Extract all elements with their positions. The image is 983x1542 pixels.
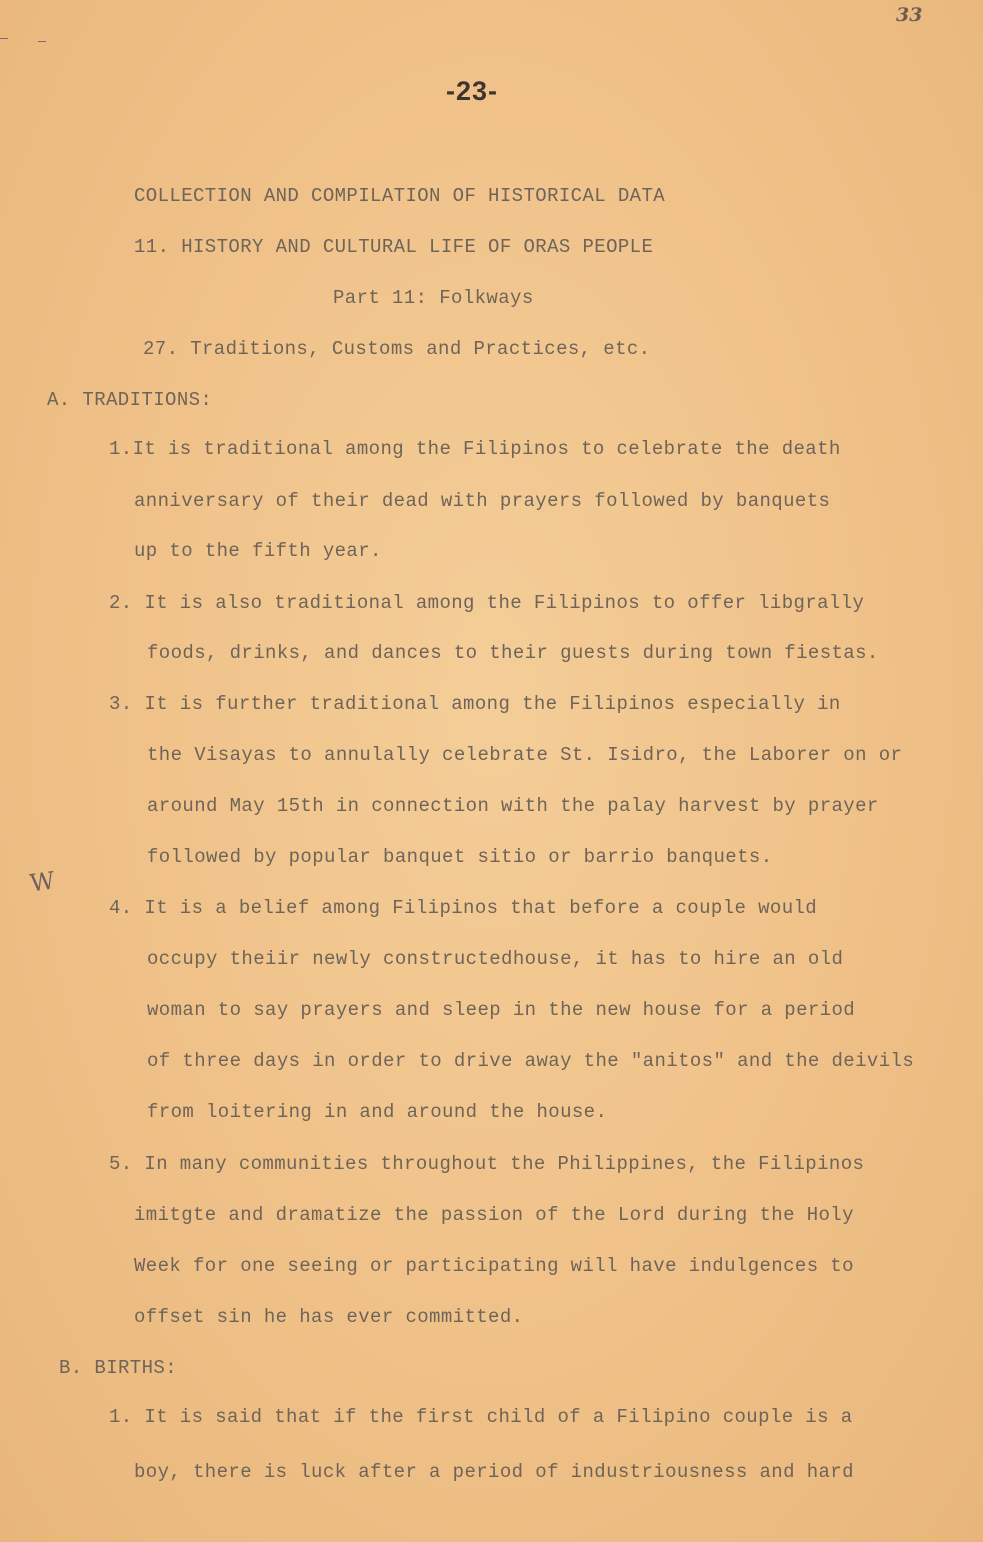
paragraph-line: occupy theiir newly constructedhouse, it has to hire an old (147, 948, 844, 970)
edge-mark (38, 41, 46, 42)
paragraph-line: around May 15th in connection with the palay harvest by prayer (147, 795, 879, 817)
page-number: -23- (446, 76, 499, 106)
paragraph-line: 5. In many communities throughout the Philippines, the Filipinos (109, 1153, 865, 1175)
paragraph-line: foods, drinks, and dances to their guests during town fiestas. (147, 642, 879, 664)
section-b-title: B. BIRTHS: (59, 1357, 178, 1379)
paragraph-line: followed by popular banquet sitio or barrio banquets. (147, 846, 773, 868)
paragraph-line: up to the fifth year. (134, 540, 382, 562)
paragraph-line: Week for one seeing or participating will have indulgences to (134, 1255, 854, 1277)
paragraph-line: anniversary of their dead with prayers followed by banquets (134, 490, 831, 512)
section-a-title: A. TRADITIONS: (47, 389, 213, 411)
paragraph-line: 2. It is also traditional among the Filipinos to offer libgrally (109, 592, 865, 614)
heading-line-2: 11. HISTORY AND CULTURAL LIFE OF ORAS PEOPLE (134, 236, 654, 258)
paragraph-line: the Visayas to annulally celebrate St. Isidro, the Laborer on or (147, 744, 903, 766)
paragraph-line: 3. It is further traditional among the Filipinos especially in (109, 693, 841, 715)
heading-topic: 27. Traditions, Customs and Practices, etc. (143, 338, 651, 360)
edge-mark (0, 38, 8, 39)
paragraph-line: of three days in order to drive away the "anitos" and the deivils (147, 1050, 915, 1072)
paragraph-line: 1. It is said that if the first child of a Filipino couple is a (109, 1406, 853, 1428)
heading-line-1: COLLECTION AND COMPILATION OF HISTORICAL DATA (134, 185, 666, 207)
paragraph-line: imitgte and dramatize the passion of the Lord during the Holy (134, 1204, 854, 1226)
paragraph-line: 4. It is a belief among Filipinos that before a couple would (109, 897, 818, 919)
paragraph-line: boy, there is luck after a period of industriousness and hard (134, 1461, 854, 1483)
corner-page-number: 33 (896, 4, 923, 26)
heading-part: Part 11: Folkways (333, 287, 534, 309)
paragraph-line: woman to say prayers and sleep in the new house for a period (147, 999, 856, 1021)
paragraph-line: from loitering in and around the house. (147, 1101, 608, 1123)
paragraph-line: 1.It is traditional among the Filipinos to celebrate the death (109, 438, 841, 460)
paragraph-line: offset sin he has ever committed. (134, 1306, 524, 1328)
margin-handwritten-mark: W (28, 866, 57, 898)
